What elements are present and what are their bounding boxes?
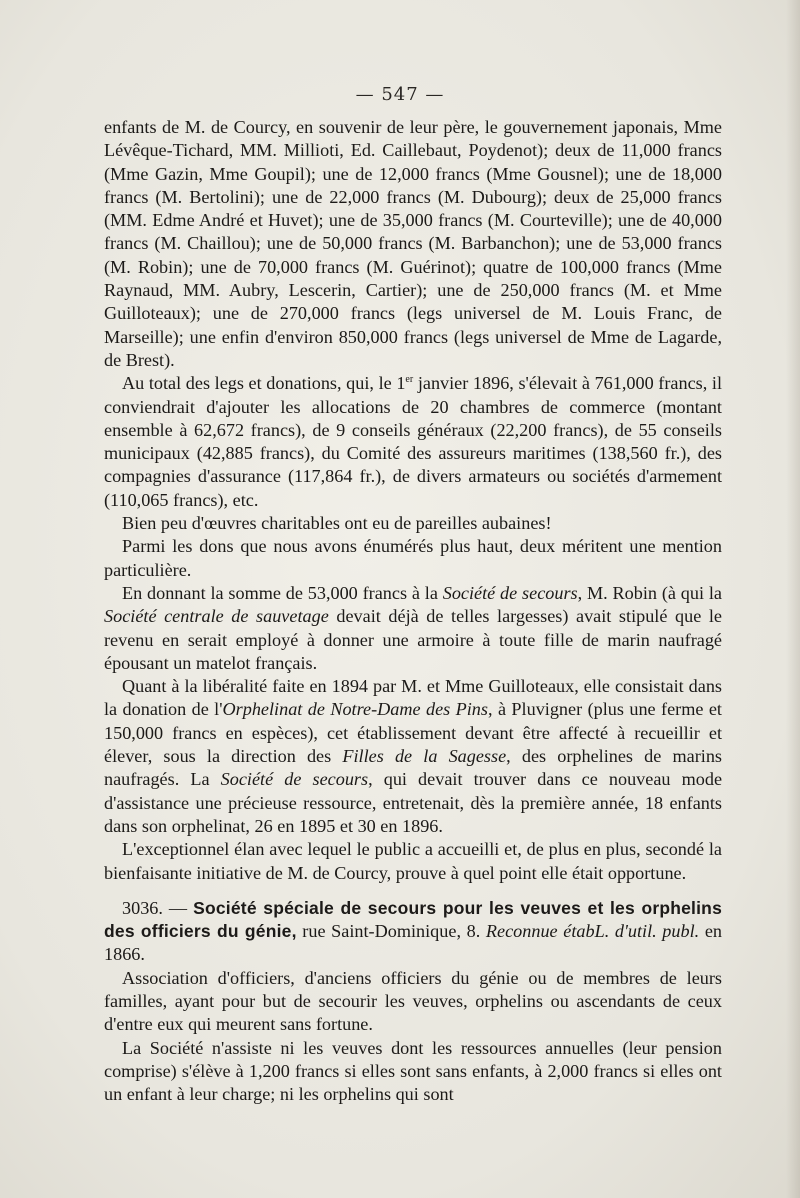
guilloteaux-text-g: , qui devait trouver dans ce nouveau mode d'assistance une précieuse ressource, entretenait, dès la première année, 18 enfants dans son orphelinat, 26 en 1895 et 30 en 1896. [104,769,723,836]
page-edge-shadow [786,0,800,1198]
robin-text-a: En donnant la somme de 53,000 francs à la [122,582,443,603]
robin-italic-b: Société de secours [442,582,578,603]
body-text [104,116,722,1106]
entry-number: 3036. — [122,897,194,918]
paragraph-totals-start: Au total des legs et donations, qui, le 1 [122,373,406,394]
paragraph-societe-assiste: La Société n'assiste ni les veuves dont les ressources annuelles (leur pension comprise) s'élève à 1,200 francs si elles sont sans enfants, à 2,000 francs si elles ont un enfant à leur charge; ni les orphelins qui sont [104,1037,722,1105]
paragraph-guilloteaux [104,675,722,838]
entry-3036-heading [104,897,722,967]
paragraph-donor-list: enfants de M. de Courcy, en souvenir de leur père, le gouvernement japonais, Mme Lévêque-Tichard, MM. Millioti, Ed. Caillebaut, Poydenot); deux de 11,000 francs (Mme Gazin, Mme Goupil); une de 12,000 francs (Mme Gousnel); une de 18,000 francs (M. Bertolini); une de 22,000 francs (M. Dubourg); deux de 25,000 francs (MM. Edme André et Huvet); une de 35,000 francs (M. Courteville); une de 40,000 francs (M. Chaillou); une de 50,000 francs (M. Barbanchon); une de 53,000 francs (M. Robin); une de 70,000 francs (M. Guérinot); quatre de 100,000 francs (Mme Raynaud, MM. Aubry, Lescerin, Cartier); une de 250,000 francs (M. et Mme Guilloteaux); une de 270,000 francs (legs universel de M. Louis Franc, de Marseille); une enfin d'environ 850,000 francs (legs universel de Mme de Lagarde, de Brest). [104,117,722,370]
paragraph-dons: Parmi les dons que nous avons énumérés plus haut, deux méritent une mention particulière. [104,536,722,580]
robin-text-e: devait déjà de telles largesses) avait stipulé que le revenu en serait employé à donner une armoire à toute fille de marin naufragé épousant un matelot français. [104,606,723,673]
entry-recognition: Reconnue étabL. d'util. publ. [485,921,700,942]
robin-text-c: , M. Robin (à qui la [577,582,722,603]
guilloteaux-text-a: Quant à la libéralité faite en 1894 par M. et Mme Guilloteaux, elle consistait dans la donation de l' [104,676,722,720]
page-number: — 547 — [355,84,445,105]
paragraph-totals-end: janvier 1896, s'élevait à 761,000 francs, il conviendrait d'ajouter les allocations de 20 chambres de commerce (montant ensemble à 62,672 francs), de 9 conseils généraux (22,200 francs), de 55 conseils municipaux (42,885 francs), du Comité des assureurs maritimes (138,560 fr.), des compagnies d'assurance (117,864 fr.), de divers armateurs ou sociétés d'armement (110,065 francs), etc. [104,373,723,510]
guilloteaux-italic-d: Filles de la Sagesse [342,746,507,767]
entry-address: rue Saint-Dominique, 8. [296,921,486,942]
guilloteaux-text-e: , des orphelines de marins naufragés. La [104,746,722,790]
paragraph-robin [104,582,722,675]
paragraph-elan: L'exceptionnel élan avec lequel le public a accueilli et, de plus en plus, secondé la bienfaisante initiative de M. de Courcy, prouve à quel point elle était opportune. [104,839,722,883]
paragraph-association: Association d'officiers, d'anciens officiers du génie ou de membres de leurs familles, ayant pour but de secourir les veuves, orphelins ou ascendants de ceux d'entre eux qui meurent sans fortune. [104,967,722,1035]
guilloteaux-italic-f: Société de secours [220,769,369,790]
paragraph-aubaines: Bien peu d'œuvres charitables ont eu de pareilles aubaines! [122,513,552,534]
guilloteaux-text-c: , à Pluvigner (plus une ferme et 150,000 francs en espèces), cet établissement devant être affecté à recueillir et élever, sous la direction des [104,699,722,767]
paragraph-totals [104,372,722,512]
entry-title: Société spéciale de secours pour les veuves et les orphelins des officiers du génie, [104,897,722,942]
robin-italic-d: Société centrale de sauvetage [104,606,329,627]
guilloteaux-italic-b: Orphelinat de Notre-Dame des Pins [222,699,488,720]
ordinal-suffix: er [405,374,414,386]
entry-recognition-year: en 1866. [104,921,722,965]
